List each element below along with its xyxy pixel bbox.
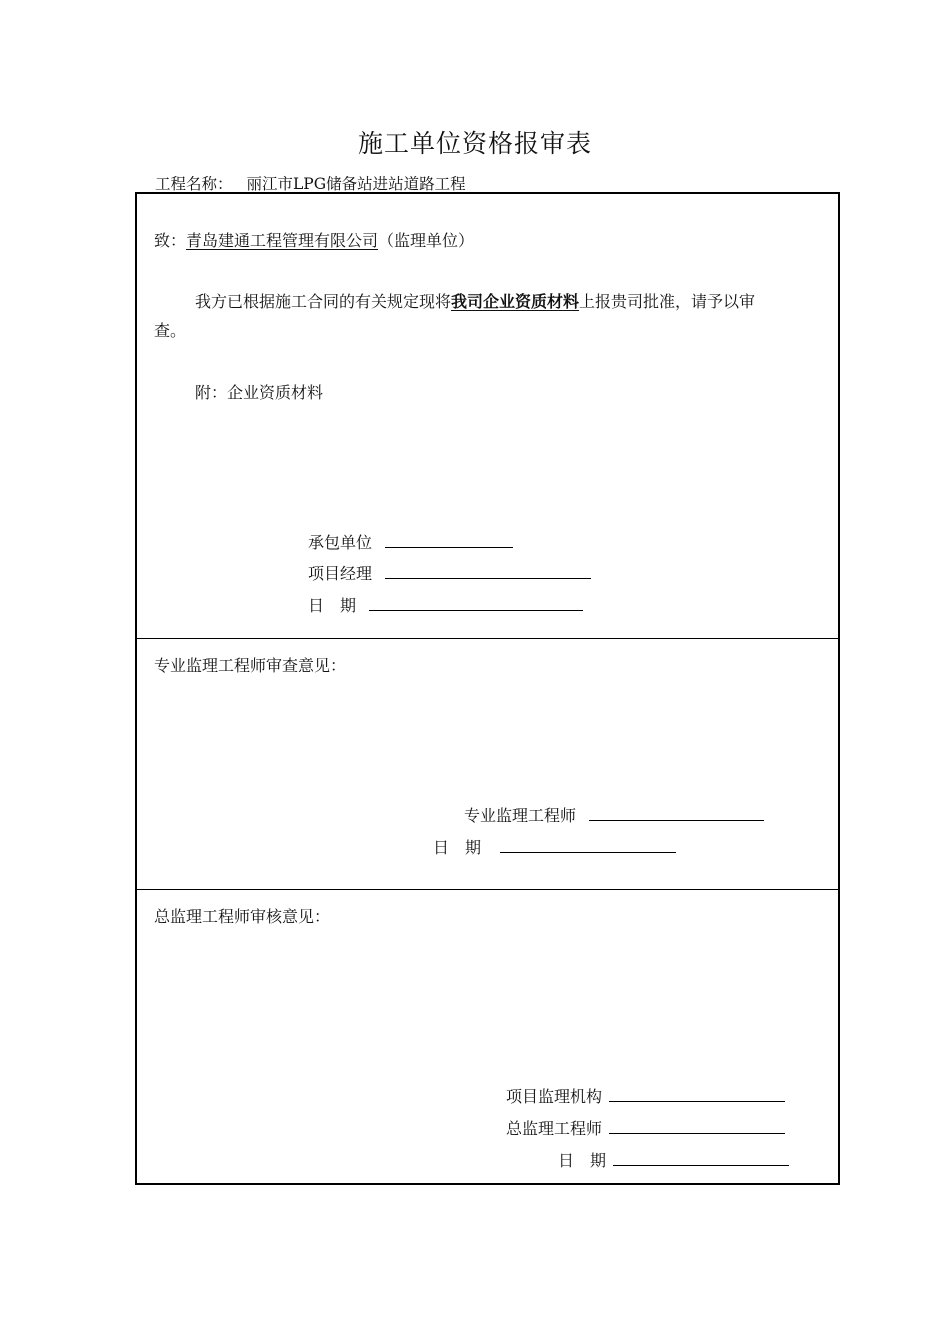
date-row-3 bbox=[558, 1148, 789, 1171]
specialist-sign-row bbox=[464, 803, 764, 826]
addressee-company: 青岛建通工程管理有限公司 bbox=[186, 231, 379, 250]
submission-text-bold: 我司企业资质材料 bbox=[451, 292, 580, 311]
manager-sign-row bbox=[308, 561, 591, 584]
submission-text bbox=[195, 289, 755, 312]
specialist-opinion-heading: 专业监理工程师审查意见： bbox=[154, 656, 347, 675]
project-name-line bbox=[155, 172, 466, 194]
chief-label: 总监理工程师 bbox=[506, 1119, 603, 1138]
date-label-2: 日 期 bbox=[433, 838, 482, 857]
org-label: 项目监理机构 bbox=[506, 1087, 603, 1106]
specialist-signature-line[interactable] bbox=[589, 805, 764, 821]
submission-text-post: 上报贵司批准，请予以审 bbox=[579, 292, 756, 311]
date-row-2 bbox=[433, 835, 676, 858]
submission-text-pre: 我方已根据施工合同的有关规定现将 bbox=[195, 292, 452, 311]
date-label-3: 日 期 bbox=[558, 1151, 607, 1170]
contractor-signature-line[interactable] bbox=[385, 532, 513, 548]
submission-text-line2: 查。 bbox=[154, 321, 187, 340]
contractor-label: 承包单位 bbox=[308, 533, 373, 552]
manager-signature-line[interactable] bbox=[385, 563, 591, 579]
form-table bbox=[135, 192, 840, 1185]
manager-label: 项目经理 bbox=[308, 564, 373, 583]
project-name-value: 丽江市LPG储备站进站道路工程 bbox=[246, 175, 466, 193]
addressee-role: （监理单位） bbox=[378, 231, 475, 250]
org-signature-line[interactable] bbox=[609, 1086, 785, 1102]
form-title: 施工单位资格报审表 bbox=[357, 129, 592, 158]
date-line-1[interactable] bbox=[369, 595, 583, 611]
chief-opinion-heading: 总监理工程师审核意见： bbox=[154, 907, 331, 926]
date-line-2[interactable] bbox=[500, 837, 676, 853]
chief-signature-line[interactable] bbox=[609, 1118, 785, 1134]
addressee-label: 致： bbox=[154, 231, 187, 250]
date-line-3[interactable] bbox=[613, 1150, 789, 1166]
org-sign-row bbox=[506, 1084, 785, 1107]
section-divider-1 bbox=[137, 638, 838, 639]
project-name-label: 工程名称： bbox=[155, 175, 233, 193]
date-row-1 bbox=[308, 593, 583, 616]
attachment-text: 附：企业资质材料 bbox=[195, 383, 324, 402]
specialist-label: 专业监理工程师 bbox=[464, 806, 577, 825]
date-label-1: 日 期 bbox=[308, 596, 357, 615]
section-divider-2 bbox=[137, 889, 838, 890]
chief-sign-row bbox=[506, 1116, 785, 1139]
contractor-sign-row bbox=[308, 530, 513, 553]
addressee-line bbox=[154, 228, 474, 251]
